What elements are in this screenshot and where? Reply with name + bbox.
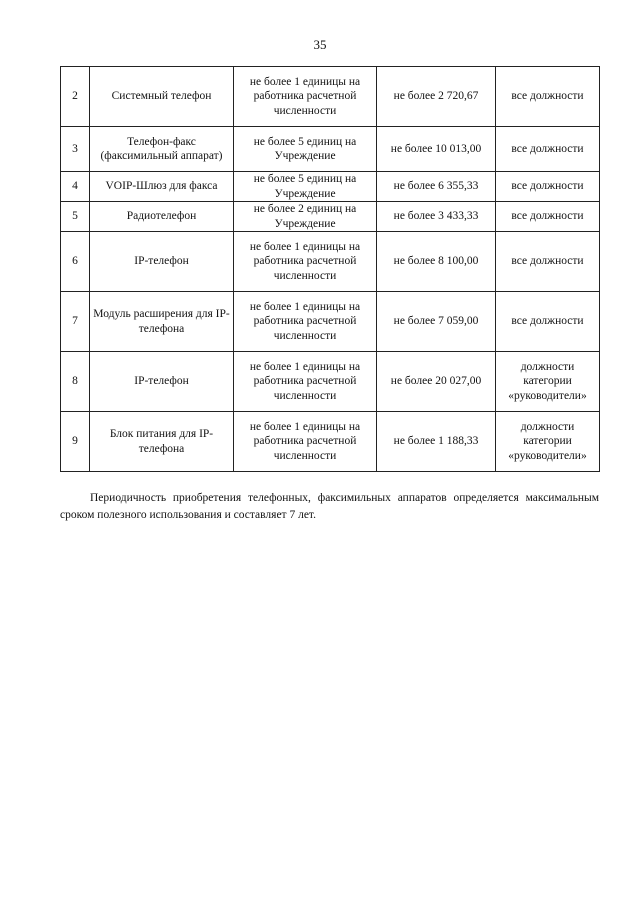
table-row bbox=[61, 67, 600, 127]
equipment-name-cell: Телефон-факс (факсимильный аппарат) bbox=[90, 127, 234, 172]
positions-cell: все должности bbox=[496, 172, 600, 202]
equipment-name-cell: Модуль расширения для IP-телефона bbox=[90, 292, 234, 352]
positions-cell: все должности bbox=[496, 127, 600, 172]
quantity-norm-cell: не более 1 единицы на работника расчетной численности bbox=[234, 232, 377, 292]
price-limit-cell: не более 10 013,00 bbox=[377, 127, 496, 172]
row-number-cell: 4 bbox=[61, 172, 90, 202]
quantity-norm-cell: не более 1 единицы на работника расчетной численности bbox=[234, 352, 377, 412]
price-limit-cell: не более 7 059,00 bbox=[377, 292, 496, 352]
row-number-cell: 9 bbox=[61, 412, 90, 472]
row-number-cell: 6 bbox=[61, 232, 90, 292]
price-limit-cell: не более 2 720,67 bbox=[377, 67, 496, 127]
row-number-cell: 7 bbox=[61, 292, 90, 352]
positions-cell: все должности bbox=[496, 232, 600, 292]
price-limit-cell: не более 6 355,33 bbox=[377, 172, 496, 202]
row-number-cell: 3 bbox=[61, 127, 90, 172]
price-limit-cell: не более 3 433,33 bbox=[377, 202, 496, 232]
row-number-cell: 2 bbox=[61, 67, 90, 127]
table-row bbox=[61, 202, 600, 232]
price-limit-cell: не более 1 188,33 bbox=[377, 412, 496, 472]
equipment-name-cell: Системный телефон bbox=[90, 67, 234, 127]
equipment-name-cell: IP-телефон bbox=[90, 232, 234, 292]
positions-cell: должности категории «руководители» bbox=[496, 352, 600, 412]
table-row bbox=[61, 172, 600, 202]
acquisition-frequency-paragraph: Периодичность приобретения телефонных, факсимильных аппаратов определяется максимальным сроком полезного использования и составляет 7 лет. bbox=[60, 492, 599, 521]
telephone-equipment-table bbox=[60, 66, 600, 472]
quantity-norm-cell: не более 5 единиц на Учреждение bbox=[234, 172, 377, 202]
row-number-cell: 5 bbox=[61, 202, 90, 232]
equipment-name-cell: Радиотелефон bbox=[90, 202, 234, 232]
positions-cell: все должности bbox=[496, 67, 600, 127]
quantity-norm-cell: не более 2 единиц на Учреждение bbox=[234, 202, 377, 232]
table-row bbox=[61, 412, 600, 472]
table-row bbox=[61, 127, 600, 172]
equipment-name-cell: VOIP-Шлюз для факса bbox=[90, 172, 234, 202]
quantity-norm-cell: не более 1 единицы на работника расчетной численности bbox=[234, 412, 377, 472]
price-limit-cell: не более 20 027,00 bbox=[377, 352, 496, 412]
positions-cell: все должности bbox=[496, 292, 600, 352]
equipment-name-cell: IP-телефон bbox=[90, 352, 234, 412]
quantity-norm-cell: не более 1 единицы на работника расчетной численности bbox=[234, 292, 377, 352]
row-number-cell: 8 bbox=[61, 352, 90, 412]
table-row bbox=[61, 232, 600, 292]
price-limit-cell: не более 8 100,00 bbox=[377, 232, 496, 292]
table-row bbox=[61, 352, 600, 412]
page-number: 35 bbox=[313, 37, 327, 52]
quantity-norm-cell: не более 5 единиц на Учреждение bbox=[234, 127, 377, 172]
table-row bbox=[61, 292, 600, 352]
positions-cell: все должности bbox=[496, 202, 600, 232]
quantity-norm-cell: не более 1 единицы на работника расчетной численности bbox=[234, 67, 377, 127]
positions-cell: должности категории «руководители» bbox=[496, 412, 600, 472]
equipment-name-cell: Блок питания для IP-телефона bbox=[90, 412, 234, 472]
